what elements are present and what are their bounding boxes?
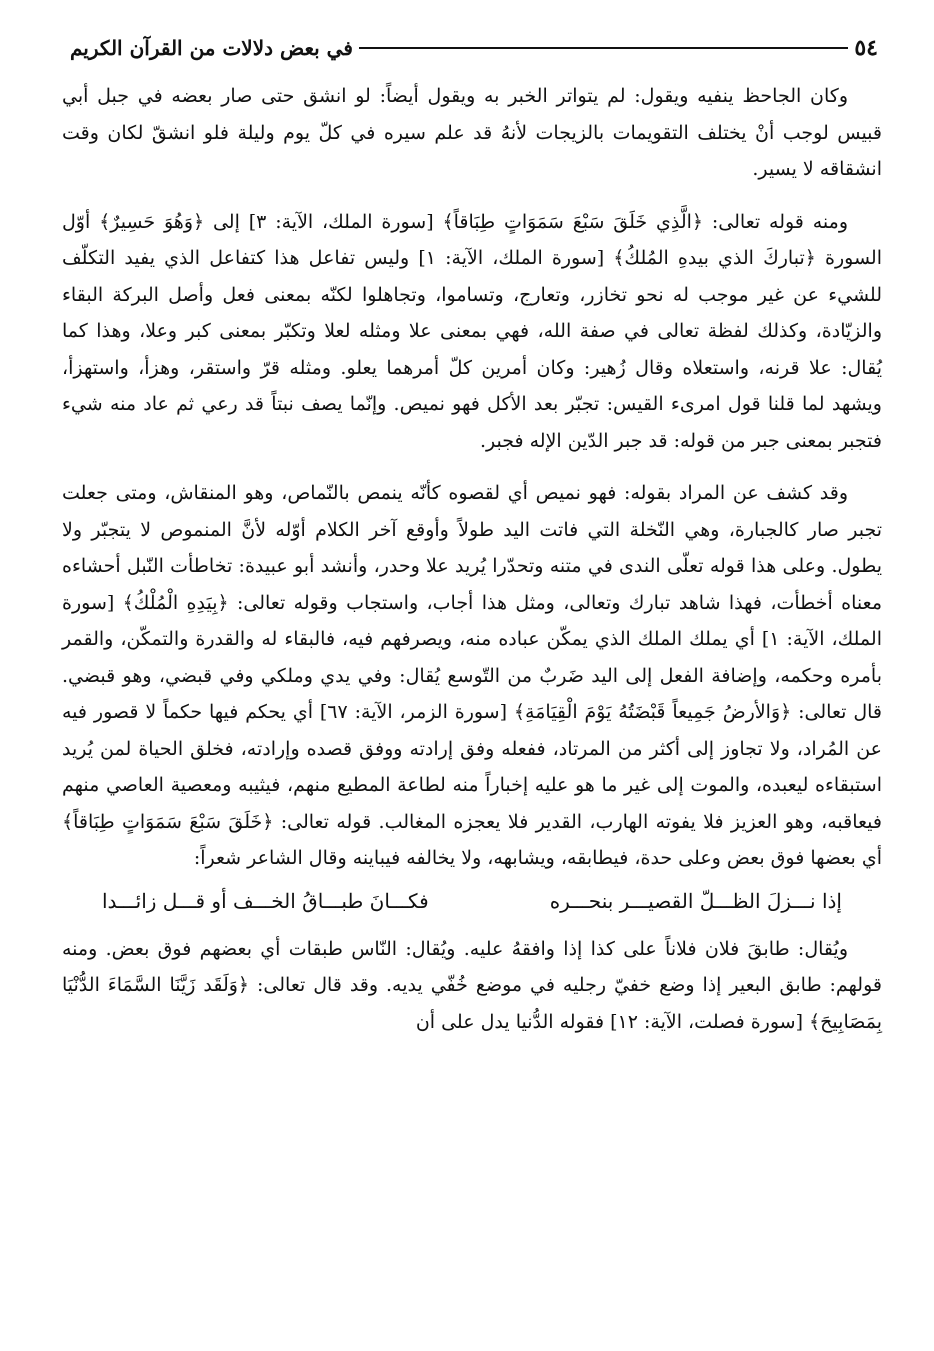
verse-first-hemistich: إذا نـــزلَ الظـــلّ القصيـــر بنحـــره (549, 888, 842, 913)
running-title: في بعض دلالات من القرآن الكريم (70, 36, 353, 60)
paragraph-1: وكان الجاحظ ينفيه ويقول: لم يتواتر الخبر به ويقول أيضاً: لو انشق حتى صار بعضه في جبل أبي قبيس لوجب أنْ يختلف التقويمات بالزيجات لأنهُ قد علم سيره في كلّ يوم وليلة فلو انشقّ لكان وقت انشقاقه لا يسير. (62, 85, 882, 180)
page-number: ٥٤ (854, 35, 878, 61)
paragraph-3: وقد كشف عن المراد بقوله: فهو نميص أي لقصوه كأنّه ينمص بالنّماص، وهو المنقاش، ومتى جعلت تجبر صار كالجبارة، وهي النّخلة التي فاتت اليد طولاً وأوقع آخر الكلام أوّله لأنَّ المنموص لا يتجبّر ولا يطول. وعلى هذا قوله تعلّى الندى في متنه وتحدّرا يُريد علا وحدر، وأنشد أبو عبيدة: تخاطأت النّبل أحشاءه معناه أخطأت، فهذا شاهد تبارك وتعالى، ومثل هذا أجاب، واستجاب وقوله تعالى: ﴿بِيَدِهِ الْمُلْكُ﴾ [سورة الملك، الآية: ١] أي يملك الملك الذي يمكّن عباده منه، ويصرفهم فيه، فالبقاء له والقدرة والتمكّن، والقمر بأمره وحكمه، وإضافة الفعل إلى اليد ضَربٌ من التّوسع يُقال: وفي يدي وملكي وفي قبضي، وهو قبضي. قال تعالى: ﴿وَالأرضُ جَمِيعاً قَبْضَتُهُ يَوْمَ الْقِيَامَةِ﴾ [سورة الزمر، الآية: ٦٧] أي يحكم فيها حكماً لا قصور فيه عن المُراد، ولا تجاوز إلى أكثر من المرتاد، ففعله وفق إرادته ووفق قصده وإرادته، فخلق الحياة لمن يُريد استبقاءه ليعبده، والموت إلى غير ما هو عليه إخباراً منه لطاعة المطيع منهم، فيثيبه ومعصية العاصي منهم فيعاقبه، وهو العزيز فلا يفوته الهارب، القدير فلا يعجزه المغالب. قوله تعالى: ﴿خَلَقَ سَبْعَ سَمَوَاتٍ طِبَاقاً﴾ أي بعضها فوق بعض وعلى حدة، فيطابقه، ويشابهه، ولا يخالفه فيباينه وقال الشاعر شعراً: (62, 482, 882, 869)
paragraph-2: ومنه قوله تعالى: ﴿الَّذِي خَلَقَ سَبْعَ سَمَوَاتٍ طِبَاقاً﴾ [سورة الملك، الآية: ٣] إلى ﴿وَهُوَ حَسِيرٌ﴾ أوّل السورة ﴿تباركَ الذي بيدهِ المُلكُ﴾ [سورة الملك، الآية: ١] وليس تفاعل هذا كتفاعل الذي يفيد التكلّف للشيء عن غير موجب له نحو تخازر، وتعارج، وتساموا، وتجاهلوا لكنّه بمعنى فعل وأصل البركة البقاء والزيّادة، وكذلك لفظة تعالى في صفة الله، فهي بمعنى علا ومثله لعلا وتكبّر بمعنى كبر وعلا، وهذا كما يُقال: علا قرنه، واستعلاه وقال زُهير: وكان أمرين كلّ أمرهما يعلو. ومثله قرّ واستقر، وهزأ، واستهزأ، ويشهد لما قلنا قول امرىء القيس: تجبّر بعد الأكل فهو نميص. وإنّما يصف نبتاً قد رعي ثم عاد منه شيء فتجبر بمعنى جبر من قوله: قد جبر الدّين الإله فجبر. (62, 210, 882, 452)
paragraph-4: ويُقال: طابقَ فلان فلاناً على كذا إذا وافقهُ عليه. ويُقال: النّاس طبقات أي بعضهم فوق بعض. ومنه قولهم: طابق البعير إذا وضع خفيّ رجليه في موضع خُفّي يديه. وقد قال تعالى: ﴿وَلَقَد زَيَّنَا السَّمَاءَ الدُّنْيَا بِمَصَابِيحَ﴾ [سورة فصلت، الآية: ١٢] فقوله الدُّنيا يدل على أن (62, 937, 882, 1033)
running-header (62, 30, 882, 66)
paragraph-gap (62, 459, 882, 475)
poetry-verse (62, 877, 882, 931)
paragraph-gap (62, 188, 882, 204)
header-gap (62, 66, 882, 78)
verse-second-hemistich: فكـــانَ طبـــاقُ الخـــف أو قـــل زائـــدا (102, 888, 429, 913)
document-page (62, 30, 882, 1040)
header-rule (359, 47, 848, 49)
